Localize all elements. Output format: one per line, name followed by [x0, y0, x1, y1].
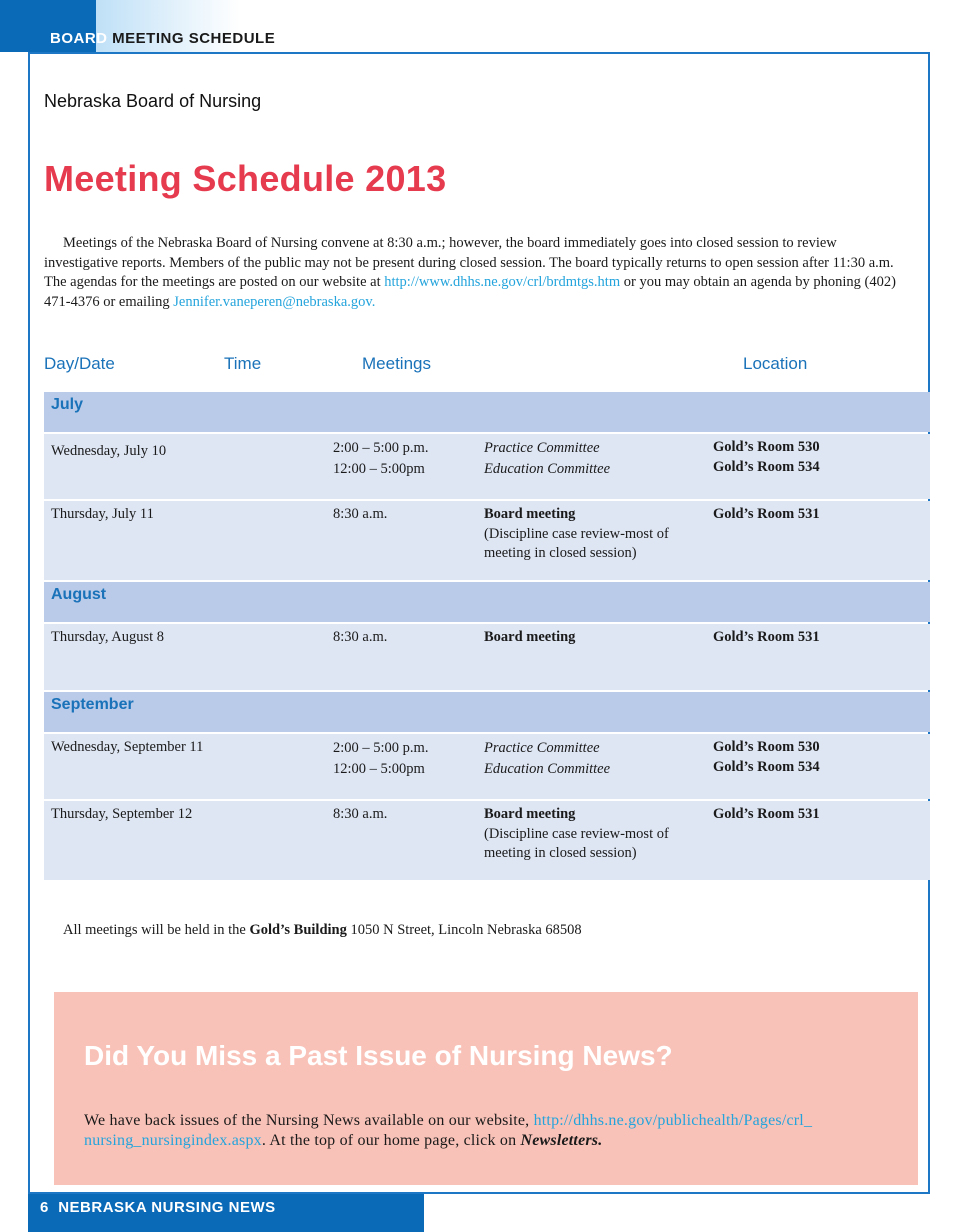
row-location — [713, 738, 820, 777]
meeting-note: (Discipline case review-most of meeting in closed session) — [484, 525, 669, 561]
column-header-time: Time — [224, 354, 262, 373]
promo-text: . At the top of our home page, click on — [261, 1131, 521, 1149]
row-location: Gold’s Room 531 — [713, 506, 820, 522]
row-meetings: Board meeting — [484, 629, 576, 645]
row-meetings — [484, 805, 694, 864]
email-link[interactable]: Jennifer.vaneperen@nebraska.gov. — [173, 293, 376, 310]
month-header-august: August — [44, 582, 930, 622]
meeting-name: Board meeting — [484, 806, 576, 822]
promo-text: We have back issues of the Nursing News available on our website, — [84, 1112, 534, 1129]
row-time: 8:30 a.m. — [333, 629, 388, 645]
row-location: Gold’s Room 531 — [713, 629, 820, 645]
time-slot: 12:00 – 5:00pm — [333, 461, 425, 477]
publication-name: NEBRASKA NURSING NEWS — [58, 1199, 276, 1216]
column-header-meetings: Meetings — [362, 354, 431, 373]
row-day: Thursday, July 11 — [51, 506, 154, 522]
table-row — [44, 434, 930, 499]
time-slot: 12:00 – 5:00pm — [333, 761, 425, 777]
section-header — [50, 30, 275, 47]
page-footer — [40, 1199, 276, 1216]
column-header-day: Day/Date — [44, 354, 115, 373]
location-room: Gold’s Room 534 — [713, 758, 820, 775]
row-meetings — [484, 438, 610, 480]
row-location: Gold’s Room 531 — [713, 806, 820, 822]
row-location — [713, 438, 820, 477]
venue-text: All meetings will be held in the — [63, 922, 250, 938]
intro-text: Meetings of the Nebraska Board of Nursing convene at 8:30 a.m.; however, the board immediately goes into closed session to review investigative reports. Members of the public may not be present during closed session. The board typically returns to open session after 11:30 a.m. The agendas for the meetings are posted on our website at — [44, 235, 894, 290]
section-header-word: SCHEDULE — [188, 30, 276, 47]
org-name: Nebraska Board of Nursing — [44, 91, 262, 111]
meeting-name: Practice Committee — [484, 740, 600, 756]
schedule-table — [44, 392, 930, 882]
meeting-name: Practice Committee — [484, 440, 600, 456]
meeting-name: Board meeting — [484, 506, 576, 522]
intro-text: or you may obtain an agenda by phoning (402) 471-4376 or emailing — [44, 274, 896, 310]
location-room: Gold’s Room 530 — [713, 439, 820, 455]
row-day: Wednesday, July 10 — [51, 443, 167, 459]
section-header-word: BOARD — [50, 30, 108, 47]
column-header-location: Location — [743, 354, 808, 373]
past-issues-promo — [54, 992, 918, 1185]
location-room: Gold’s Room 534 — [713, 458, 820, 475]
row-time: 8:30 a.m. — [333, 806, 388, 822]
meeting-name: Education Committee — [484, 761, 611, 777]
meeting-name: Education Committee — [484, 461, 611, 477]
row-day: Thursday, August 8 — [51, 629, 165, 645]
promo-title: Did You Miss a Past Issue of Nursing News? — [84, 1040, 673, 1071]
intro-paragraph — [44, 234, 908, 312]
page-number: 6 — [40, 1199, 49, 1216]
venue-address: 1050 N Street, Lincoln Nebraska 68508 — [346, 922, 582, 938]
meeting-note: (Discipline case review-most of meeting in closed session) — [484, 825, 669, 861]
location-room: Gold’s Room 530 — [713, 739, 820, 755]
newsletter-archive-link[interactable]: http://dhhs.ne.gov/publichealth/Pages/crl_ nursing_nursingindex.aspx — [84, 1112, 813, 1149]
venue-note — [63, 922, 582, 939]
page-title: Meeting Schedule 2013 — [44, 158, 447, 199]
row-day: Wednesday, September 11 — [51, 739, 204, 755]
row-day: Thursday, September 12 — [51, 806, 193, 822]
section-header-word: MEETING — [112, 30, 185, 47]
promo-body — [84, 1111, 894, 1150]
row-time — [333, 438, 428, 480]
agenda-link[interactable]: http://www.dhhs.ne.gov/crl/brdmtgs.htm — [384, 274, 621, 290]
time-slot: 2:00 – 5:00 p.m. — [333, 440, 429, 456]
table-row — [44, 501, 930, 580]
newsletters-emphasis: Newsletters. — [520, 1131, 603, 1149]
table-row — [44, 624, 930, 690]
table-row — [44, 801, 930, 880]
row-time — [333, 738, 428, 780]
time-slot: 2:00 – 5:00 p.m. — [333, 740, 429, 756]
row-time: 8:30 a.m. — [333, 506, 388, 522]
row-meetings — [484, 505, 694, 564]
month-header-july: July — [44, 392, 930, 432]
month-header-september: September — [44, 692, 930, 732]
table-row — [44, 734, 930, 799]
row-meetings — [484, 738, 610, 780]
venue-building: Gold’s Building — [249, 922, 347, 938]
